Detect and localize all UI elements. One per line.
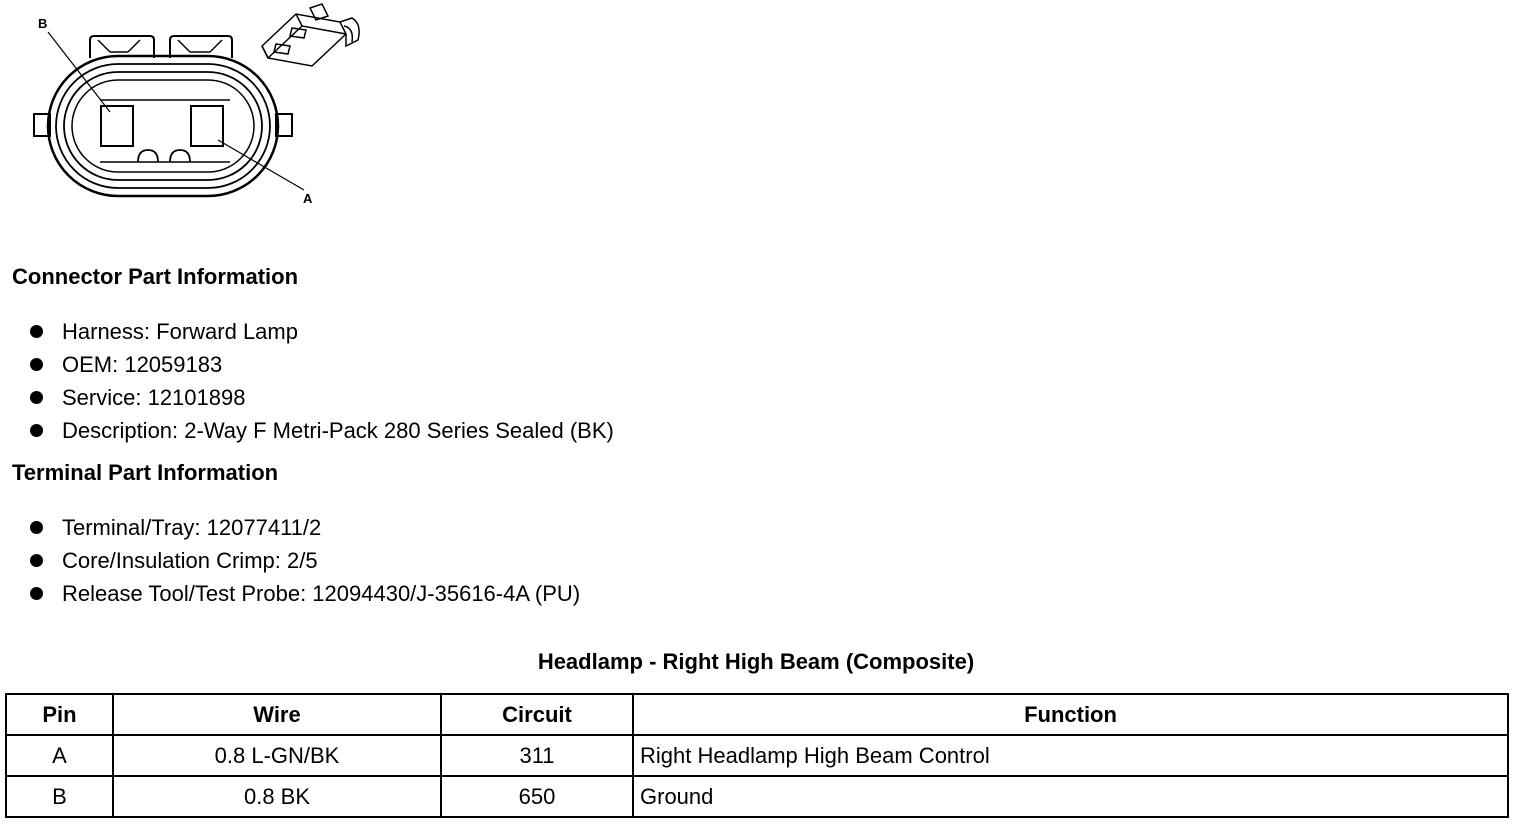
bullet-icon: [30, 554, 43, 567]
connector-info-list: [28, 315, 614, 447]
pin-table-title: Headlamp - Right High Beam (Composite): [537, 649, 975, 674]
list-item-text: Terminal/Tray: 12077411/2: [62, 515, 322, 540]
bullet-icon: [30, 391, 43, 404]
column-header-circuit: Circuit: [441, 694, 633, 735]
list-item-text: Release Tool/Test Probe: 12094430/J-35616-4A (PU): [62, 581, 581, 606]
cell-wire: 0.8 BK: [113, 776, 441, 817]
list-item: [28, 381, 614, 414]
cell-circuit: 311: [441, 735, 633, 776]
cell-pin: B: [6, 776, 113, 817]
bullet-icon: [30, 521, 43, 534]
list-item: [28, 544, 580, 577]
cavity-b: [101, 106, 133, 146]
pin-table: [5, 693, 1509, 818]
connector-thumbnail: [262, 4, 359, 66]
list-item-text: Service: 12101898: [62, 385, 246, 410]
cell-pin: A: [6, 735, 113, 776]
list-item: [28, 511, 580, 544]
leader-line-a: [218, 140, 304, 190]
keying-bumps: [138, 150, 190, 162]
table-row: [6, 776, 1508, 817]
bullet-icon: [30, 358, 43, 371]
pin-label-b: B: [38, 16, 48, 31]
leader-line-b: [48, 32, 110, 112]
list-item: [28, 348, 614, 381]
left-lock-tab: [90, 36, 154, 58]
column-header-wire: Wire: [113, 694, 441, 735]
connector-info-heading: Connector Part Information: [12, 264, 299, 289]
table-header-row: [6, 694, 1508, 735]
bullet-icon: [30, 325, 43, 338]
bullet-icon: [30, 424, 43, 437]
cell-circuit: 650: [441, 776, 633, 817]
column-header-pin: Pin: [6, 694, 113, 735]
list-item: [28, 315, 614, 348]
list-item: [28, 577, 580, 610]
column-header-function: Function: [633, 694, 1508, 735]
table-row: [6, 735, 1508, 776]
connector-diagram: [0, 0, 380, 215]
list-item: [28, 414, 614, 447]
terminal-info-list: [28, 511, 580, 610]
cell-wire: 0.8 L-GN/BK: [113, 735, 441, 776]
list-item-text: OEM: 12059183: [62, 352, 223, 377]
list-item-text: Description: 2-Way F Metri-Pack 280 Series Sealed (BK): [62, 418, 614, 443]
terminal-info-heading: Terminal Part Information: [12, 460, 279, 485]
bullet-icon: [30, 587, 43, 600]
cell-function: Right Headlamp High Beam Control: [633, 735, 1508, 776]
right-lock-tab: [170, 36, 232, 58]
pin-label-a: A: [303, 191, 313, 206]
list-item-text: Harness: Forward Lamp: [62, 319, 298, 344]
cell-function: Ground: [633, 776, 1508, 817]
list-item-text: Core/Insulation Crimp: 2/5: [62, 548, 318, 573]
